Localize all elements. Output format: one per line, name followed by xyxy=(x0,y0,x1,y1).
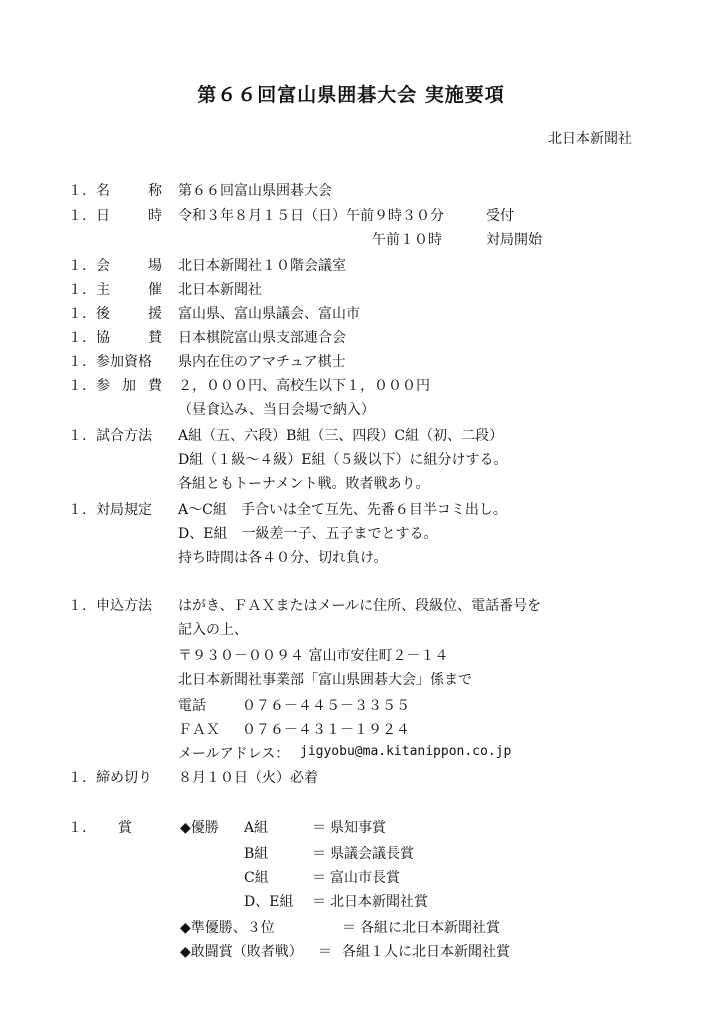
fax-label: ＦＡＸ xyxy=(178,722,220,738)
bullet: １. xyxy=(68,428,87,444)
item-fee xyxy=(0,375,702,399)
item-deadline xyxy=(0,767,702,791)
email-label: メールアドレス： xyxy=(178,746,290,762)
bullet: １. xyxy=(68,282,87,298)
item-apply-fax xyxy=(0,719,702,743)
equals-sign: ＝ xyxy=(312,820,326,836)
prize-name: 県知事賞 xyxy=(330,820,386,836)
item-apply-line xyxy=(0,619,702,643)
fighting-spirit-heading: ◆敢闘賞（敗者戦） xyxy=(180,944,303,960)
item-label: 名 称 xyxy=(96,183,162,199)
item-label: 申込方法 xyxy=(96,598,152,614)
item-value: 北日本新聞社１０階会議室 xyxy=(178,258,346,274)
item-value: 第６６回富山県囲碁大会 xyxy=(178,183,332,199)
item-value: 令和３年８月１５日（日）午前９時３０分 xyxy=(178,208,444,224)
prize-row xyxy=(0,867,702,891)
bullet: １. xyxy=(68,378,87,394)
item-prize xyxy=(0,817,702,841)
item-label: 後 援 xyxy=(96,306,162,322)
prize-group: D、E組 xyxy=(244,894,294,910)
winner-heading: ◆優勝 xyxy=(180,820,219,836)
prize-row-fighting-spirit xyxy=(0,941,702,965)
item-value: 記入の上、 xyxy=(178,622,248,638)
item-apply-line xyxy=(0,645,702,669)
item-rules-line xyxy=(0,523,702,547)
email-address: jigyobu@ma.kitanippon.co.jp xyxy=(300,744,512,759)
equals-sign: ＝ xyxy=(312,870,326,886)
item-date xyxy=(0,205,702,229)
item-label: 参加資格 xyxy=(96,354,152,370)
item-host xyxy=(0,279,702,303)
item-format-line xyxy=(0,473,702,497)
bullet: １. xyxy=(68,306,87,322)
item-eligibility xyxy=(0,351,702,375)
item-value: 富山県、富山県議会、富山市 xyxy=(178,306,360,322)
fee-note: （昼食込み、当日会場で納入） xyxy=(178,402,375,418)
start-time: 午前１０時 xyxy=(372,232,442,248)
item-venue xyxy=(0,255,702,279)
prize-name: 各組に北日本新聞社賞 xyxy=(360,920,500,936)
item-label: 主 催 xyxy=(96,282,162,298)
item-apply xyxy=(0,595,702,619)
item-value: 北日本新聞社 xyxy=(178,282,262,298)
item-value: 県内在住のアマチュア棋士 xyxy=(178,354,346,370)
prize-row-runner-up xyxy=(0,917,702,941)
bullet: １. xyxy=(68,502,87,518)
item-value: ２，０００円、高校生以下１，０００円 xyxy=(178,378,430,394)
prize-name: 北日本新聞社賞 xyxy=(330,894,428,910)
equals-sign: ＝ xyxy=(312,846,326,862)
tel-label: 電話 xyxy=(178,698,206,714)
prize-group: A組 xyxy=(244,820,269,836)
bullet: １. xyxy=(68,770,87,786)
item-apply-tel xyxy=(0,695,702,719)
bullet: １. xyxy=(68,354,87,370)
prize-name: 各組１人に北日本新聞社賞 xyxy=(342,944,510,960)
item-value: D、E組 一級差一子、五子までとする。 xyxy=(178,526,438,542)
item-value: ８月１０日（火）必着 xyxy=(178,770,318,786)
item-label: 協 賛 xyxy=(96,330,162,346)
item-label: 会 場 xyxy=(96,258,162,274)
prize-row xyxy=(0,891,702,915)
bullet: １. xyxy=(68,598,87,614)
equals-sign: ＝ xyxy=(312,894,326,910)
item-sponsor xyxy=(0,327,702,351)
item-value: はがき、ＦＡＸまたはメールに住所、段級位、電話番号を xyxy=(178,598,542,614)
contact-dept: 北日本新聞社事業部「富山県囲碁大会」係まで xyxy=(178,672,472,688)
bullet: １. xyxy=(68,258,87,274)
item-label: 賞 xyxy=(118,820,132,836)
item-fee-note xyxy=(0,399,702,423)
item-label: 参 加 費 xyxy=(96,378,162,394)
prize-row xyxy=(0,843,702,867)
equals-sign: ＝ xyxy=(342,920,356,936)
item-label: 試合方法 xyxy=(96,428,152,444)
item-format xyxy=(0,425,702,449)
item-label: 締め切り xyxy=(96,770,152,786)
item-value: A～C組 手合いは全て互先、先番６目半コミ出し。 xyxy=(178,502,507,518)
item-apply-line xyxy=(0,669,702,693)
reception-note: 受付 xyxy=(486,208,514,224)
item-label: 日 時 xyxy=(96,208,162,224)
prize-group: B組 xyxy=(244,846,269,862)
prize-name: 県議会議長賞 xyxy=(330,846,414,862)
item-name xyxy=(0,180,702,204)
runner-up-heading: ◆準優勝、３位 xyxy=(180,920,275,936)
bullet: １. xyxy=(68,183,87,199)
item-date-cont xyxy=(0,229,702,253)
item-format-line xyxy=(0,449,702,473)
fax-number: ０７６－４３１－１９２４ xyxy=(242,722,410,738)
publisher-name: 北日本新聞社 xyxy=(548,131,632,147)
tel-number: ０７６－４４５－３３５５ xyxy=(242,698,410,714)
bullet: １. xyxy=(68,208,87,224)
postal-address: 〒９３０－００９４ 富山市安住町２－１４ xyxy=(178,648,449,664)
item-value: 持ち時間は各４０分、切れ負け。 xyxy=(178,550,388,566)
item-support xyxy=(0,303,702,327)
item-value: A組（五、六段）B組（三、四段）C組（初、二段） xyxy=(178,428,504,444)
item-value: 日本棋院富山県支部連合会 xyxy=(178,330,346,346)
equals-sign: ＝ xyxy=(318,944,332,960)
document-title: 第６６回富山県囲碁大会 実施要項 xyxy=(197,84,505,106)
item-value: 各組ともトーナメント戦。敗者戦あり。 xyxy=(178,476,430,492)
bullet: １. xyxy=(68,820,87,836)
item-apply-email xyxy=(0,743,702,767)
prize-name: 富山市長賞 xyxy=(330,870,400,886)
prize-group: C組 xyxy=(244,870,269,886)
item-label: 対局規定 xyxy=(96,502,152,518)
item-rules xyxy=(0,499,702,523)
bullet: １. xyxy=(68,330,87,346)
item-rules-line xyxy=(0,547,702,571)
start-note: 対局開始 xyxy=(486,232,542,248)
item-value: D組（１級～４級）E組（５級以下）に組分けする。 xyxy=(178,452,508,468)
